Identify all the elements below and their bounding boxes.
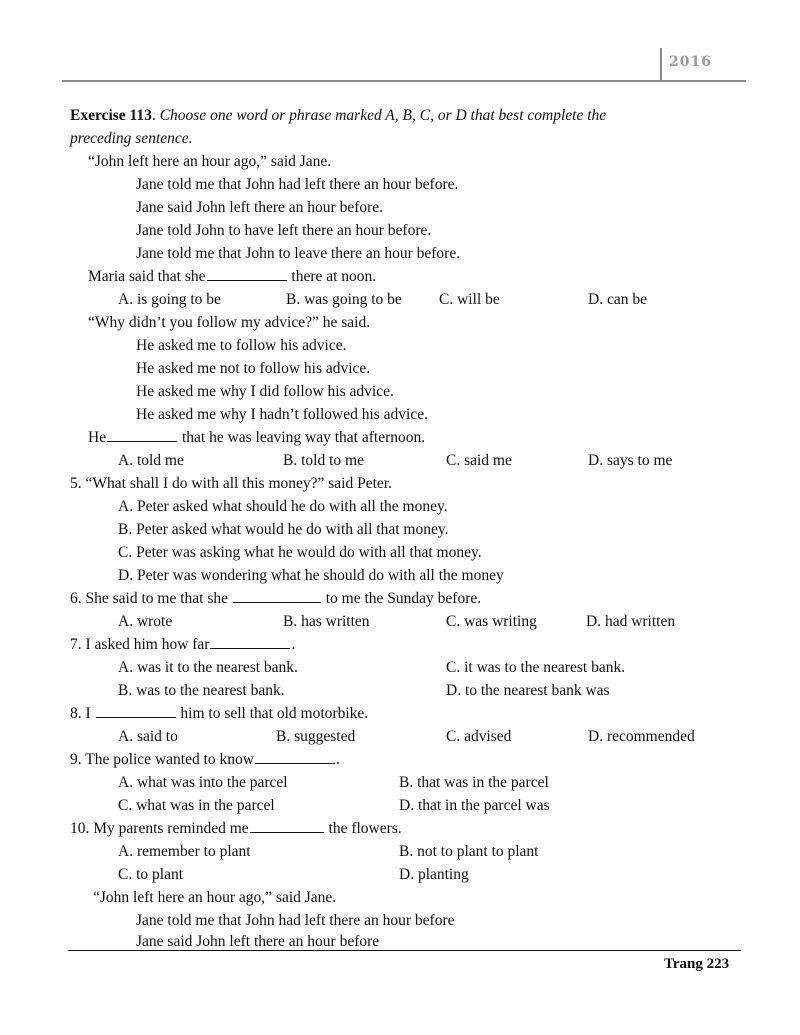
question-9-stem-post: . xyxy=(335,751,340,768)
question-6-option-b: B. has written xyxy=(283,613,370,630)
question-2-stem-pre: Maria said that she xyxy=(88,268,206,285)
question-10-stem-pre: 10. My parents reminded me xyxy=(70,820,249,837)
answer-blank xyxy=(250,831,324,833)
question-8-option-b: B. suggested xyxy=(276,728,356,745)
answer-blank xyxy=(233,601,321,603)
question-1-option-a: Jane told me that John had left there an hour before. xyxy=(136,176,459,193)
question-3-stem: “Why didn’t you follow my advice?” he said. xyxy=(88,314,371,331)
page-number: Trang 223 xyxy=(664,956,730,972)
question-3-option-a: He asked me to follow his advice. xyxy=(136,337,347,354)
question-9-option-b: B. that was in the parcel xyxy=(399,774,549,791)
question-8-option-a: A. said to xyxy=(118,728,178,745)
answer-blank xyxy=(207,279,287,281)
question-7-option-d: D. to the nearest bank was xyxy=(446,682,610,699)
question-1-option-d: Jane told me that John to leave there an hour before. xyxy=(136,245,461,262)
question-1-option-c: Jane told John to have left there an hour before. xyxy=(136,222,432,239)
question-5-option-c: C. Peter was asking what he would do with all that money. xyxy=(118,544,482,561)
question-7-stem-post: . xyxy=(291,636,296,653)
question-11-option-b: Jane said John left there an hour before xyxy=(136,933,380,950)
question-3-option-b: He asked me not to follow his advice. xyxy=(136,360,371,377)
question-10-option-a: A. remember to plant xyxy=(118,843,251,860)
question-9-option-c: C. what was in the parcel xyxy=(118,797,275,814)
question-2-option-b: B. was going to be xyxy=(286,291,402,308)
question-4-stem-pre: He xyxy=(88,429,107,446)
exercise-title: Exercise 113 xyxy=(70,107,152,124)
question-5-option-d: D. Peter was wondering what he should do with all the money xyxy=(118,567,504,584)
footer-rule xyxy=(68,950,741,951)
question-10-option-d: D. planting xyxy=(399,866,469,883)
header-rule xyxy=(62,80,746,82)
question-9-stem-pre: 9. The police wanted to know xyxy=(70,751,254,768)
question-7-option-b: B. was to the nearest bank. xyxy=(118,682,285,699)
exercise-heading xyxy=(70,104,606,127)
question-6-stem-post: to me the Sunday before. xyxy=(321,590,482,607)
question-6-stem xyxy=(70,587,481,610)
question-7-option-c: C. it was to the nearest bank. xyxy=(446,659,626,676)
answer-blank xyxy=(255,762,335,764)
question-5-option-a: A. Peter asked what should he do with all the money. xyxy=(118,498,448,515)
answer-blank xyxy=(96,716,176,718)
question-11-option-a: Jane told me that John had left there an hour before xyxy=(136,912,455,929)
question-6-option-c: C. was writing xyxy=(446,613,537,630)
question-1-option-b: Jane said John left there an hour before. xyxy=(136,199,384,216)
question-2-option-a: A. is going to be xyxy=(118,291,221,308)
header-tick xyxy=(660,48,662,80)
question-6-option-d: D. had written xyxy=(586,613,676,630)
question-8-option-d: D. recommended xyxy=(588,728,695,745)
question-2-option-d: D. can be xyxy=(588,291,647,308)
question-9-option-a: A. what was into the parcel xyxy=(118,774,288,791)
question-4-stem-post: that he was leaving way that afternoon. xyxy=(178,429,426,446)
exercise-instruction-cont: preceding sentence. xyxy=(70,130,193,147)
question-8-option-c: C. advised xyxy=(446,728,512,745)
answer-blank xyxy=(210,647,290,649)
question-7-stem xyxy=(70,633,295,656)
question-4-option-d: D. says to me xyxy=(588,452,673,469)
question-4-option-b: B. told to me xyxy=(283,452,364,469)
question-9-option-d: D. that in the parcel was xyxy=(399,797,550,814)
header-year: 2016 xyxy=(669,54,712,70)
question-8-stem xyxy=(70,702,368,725)
question-10-option-b: B. not to plant to plant xyxy=(399,843,539,860)
question-8-stem-post: him to sell that old motorbike. xyxy=(176,705,369,722)
question-10-option-c: C. to plant xyxy=(118,866,184,883)
question-11-stem: “John left here an hour ago,” said Jane. xyxy=(93,889,337,906)
exercise-title-dot: . xyxy=(151,107,160,124)
question-7-option-a: A. was it to the nearest bank. xyxy=(118,659,298,676)
question-9-stem xyxy=(70,748,340,771)
question-2-option-c: C. will be xyxy=(439,291,500,308)
question-4-option-a: A. told me xyxy=(118,452,184,469)
question-1-stem: “John left here an hour ago,” said Jane. xyxy=(88,153,332,170)
exercise-instruction: Choose one word or phrase marked A, B, C, or D that best complete the xyxy=(159,107,607,124)
answer-blank xyxy=(107,440,177,442)
question-8-stem-pre: 8. I xyxy=(70,705,95,722)
question-4-option-c: C. said me xyxy=(446,452,512,469)
question-10-stem xyxy=(70,817,402,840)
question-3-option-c: He asked me why I did follow his advice. xyxy=(136,383,394,400)
question-10-stem-post: the flowers. xyxy=(324,820,402,837)
question-2-stem xyxy=(88,265,376,288)
question-7-stem-pre: 7. I asked him how far xyxy=(70,636,210,653)
question-2-stem-post: there at noon. xyxy=(287,268,377,285)
question-3-option-d: He asked me why I hadn’t followed his advice. xyxy=(136,406,428,423)
question-5-option-b: B. Peter asked what would he do with all that money. xyxy=(118,521,449,538)
question-4-stem xyxy=(88,426,425,449)
question-5-stem: 5. “What shall I do with all this money?” said Peter. xyxy=(70,475,392,492)
question-6-stem-pre: 6. She said to me that she xyxy=(70,590,232,607)
question-6-option-a: A. wrote xyxy=(118,613,173,630)
